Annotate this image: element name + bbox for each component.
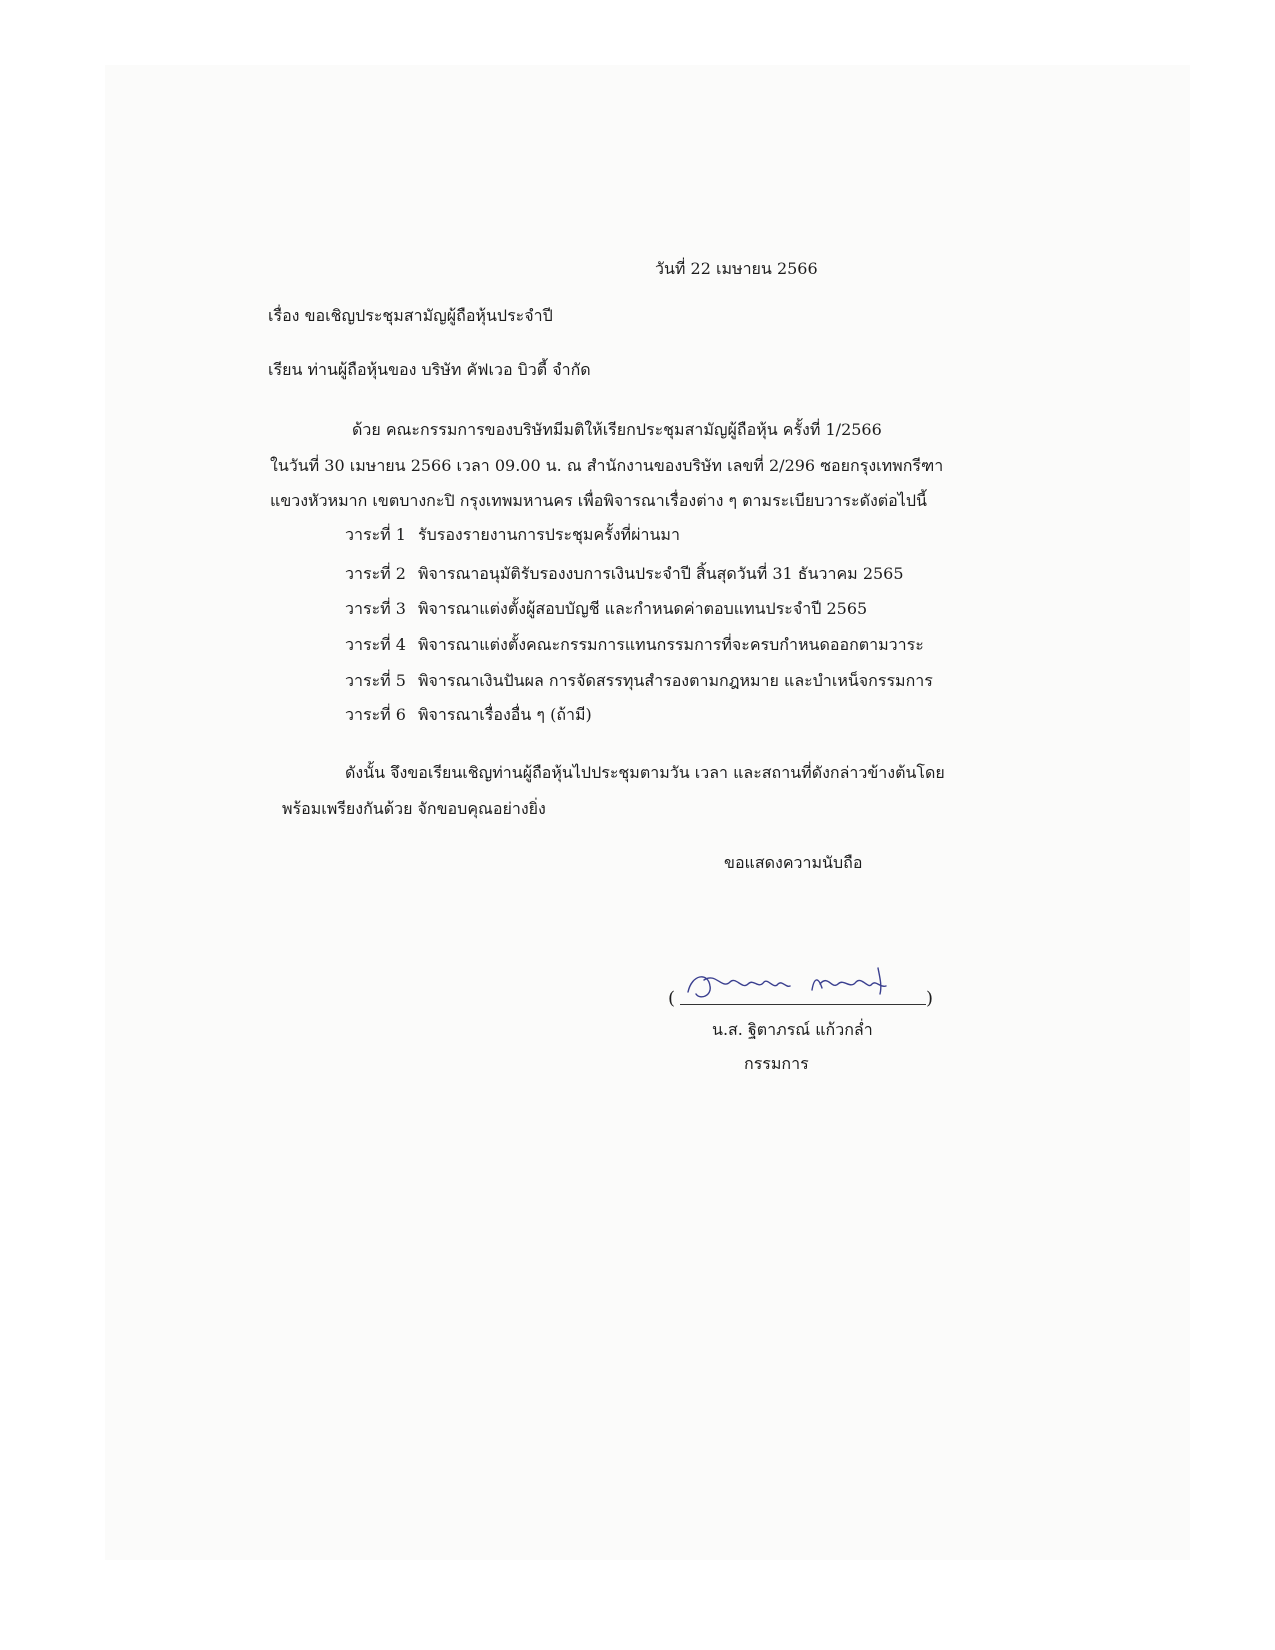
agenda-text: พิจารณาอนุมัติรับรองงบการเงินประจำปี สิ้นสุดวันที่ 31 ธันวาคม 2565 bbox=[417, 564, 904, 583]
agenda-label: วาระที่ 2 bbox=[345, 564, 406, 583]
agenda-text: พิจารณาเรื่องอื่น ๆ (ถ้ามี) bbox=[417, 705, 592, 724]
signer-title: กรรมการ bbox=[744, 1054, 809, 1073]
agenda-label: วาระที่ 4 bbox=[345, 635, 406, 654]
intro-line-3: แขวงหัวหมาก เขตบางกะปิ กรุงเทพมหานคร เพื่อพิจารณาเรื่องต่าง ๆ ตามระเบียบวาระดังต่อไปนี้ bbox=[270, 491, 927, 510]
closing-line-1: ดังนั้น จึงขอเรียนเชิญท่านผู้ถือหุ้นไปประชุมตามวัน เวลา และสถานที่ดังกล่าวข้างต้นโดย bbox=[345, 763, 945, 782]
recipient-line: เรียน ท่านผู้ถือหุ้นของ บริษัท คัฟเวอ บิวตี้ จำกัด bbox=[268, 360, 591, 379]
agenda-label: วาระที่ 5 bbox=[345, 671, 406, 690]
scan-background bbox=[105, 65, 1190, 1560]
agenda-item-3 bbox=[345, 598, 867, 620]
agenda-label: วาระที่ 3 bbox=[345, 599, 406, 618]
agenda-item-4 bbox=[345, 634, 924, 656]
date-line: วันที่ 22 เมษายน 2566 bbox=[655, 259, 818, 278]
agenda-text: พิจารณาแต่งตั้งผู้สอบบัญชี และกำหนดค่าตอบแทนประจำปี 2565 bbox=[417, 599, 868, 618]
regards-line: ขอแสดงความนับถือ bbox=[724, 853, 863, 872]
agenda-item-6 bbox=[345, 704, 592, 726]
signer-name: น.ส. ฐิตาภรณ์ แก้วกล่ำ bbox=[712, 1020, 873, 1039]
agenda-text: พิจารณาแต่งตั้งคณะกรรมการแทนกรรมการที่จะครบกำหนดออกตามวาระ bbox=[417, 635, 924, 654]
agenda-text: พิจารณาเงินปันผล การจัดสรรทุนสำรองตามกฎหมาย และบำเหน็จกรรมการ bbox=[417, 671, 933, 690]
subject-line: เรื่อง ขอเชิญประชุมสามัญผู้ถือหุ้นประจำปี bbox=[268, 306, 553, 325]
closing-line-2: พร้อมเพรียงกันด้วย จักขอบคุณอย่างยิ่ง bbox=[282, 799, 546, 818]
signature-paren-open: ( bbox=[668, 988, 676, 1009]
agenda-item-1 bbox=[345, 524, 680, 546]
intro-line-1: ด้วย คณะกรรมการของบริษัทมีมติให้เรียกประชุมสามัญผู้ถือหุ้น ครั้งที่ 1/2566 bbox=[352, 420, 882, 439]
signature-paren-close: ) bbox=[926, 988, 934, 1009]
intro-line-2: ในวันที่ 30 เมษายน 2566 เวลา 09.00 น. ณ สำนักงานของบริษัท เลขที่ 2/296 ซอยกรุงเทพกรีฑา bbox=[270, 456, 944, 475]
agenda-label: วาระที่ 1 bbox=[345, 525, 406, 544]
agenda-item-5 bbox=[345, 670, 933, 692]
signature-underline bbox=[680, 1004, 926, 1005]
agenda-text: รับรองรายงานการประชุมครั้งที่ผ่านมา bbox=[417, 525, 680, 544]
signature-block bbox=[668, 960, 948, 1020]
agenda-label: วาระที่ 6 bbox=[345, 705, 406, 724]
handwritten-signature bbox=[682, 960, 922, 1008]
agenda-item-2 bbox=[345, 563, 904, 585]
